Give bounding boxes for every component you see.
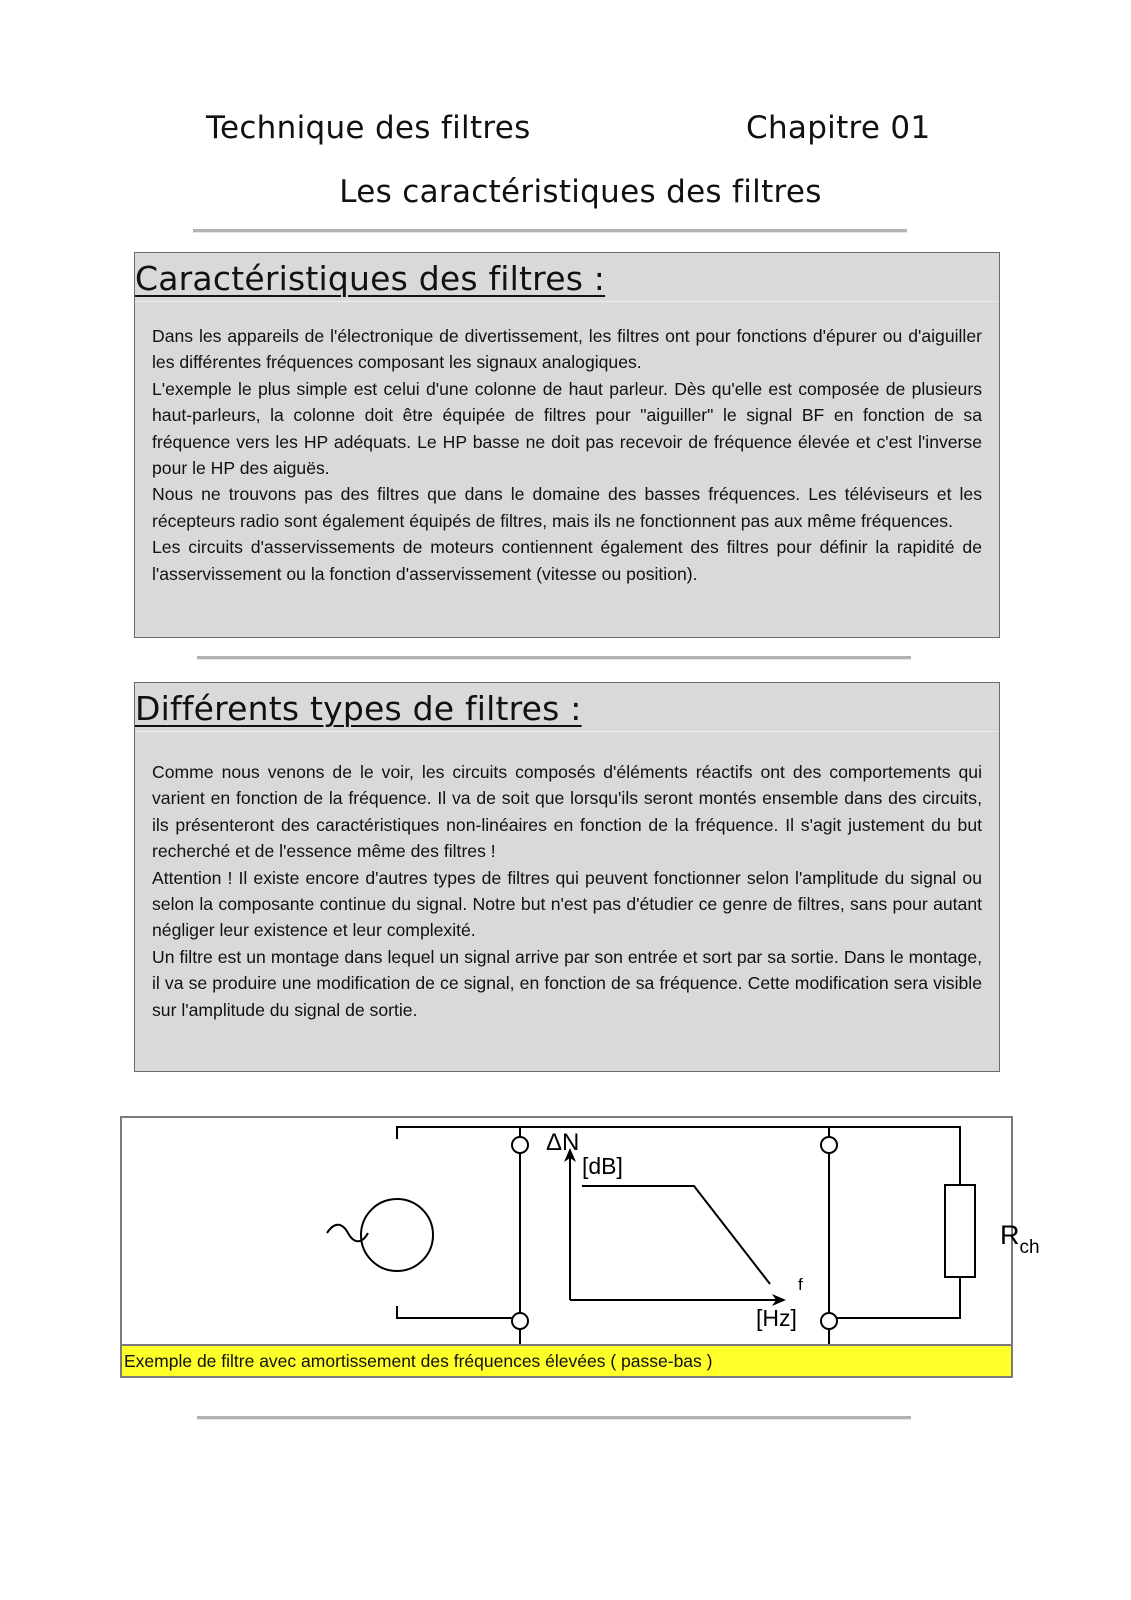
section-filter-types — [134, 682, 1000, 1072]
y-axis-unit: [dB] — [582, 1153, 623, 1179]
paragraph: Attention ! Il existe encore d'autres types de filtres qui peuvent fonctionner selon l'amplitude du signal ou selon la composante continue du signal. Notre but n'est pas d'étudier ce genre de filtres, sans pour autant négliger leur existence et leur complexité. — [152, 867, 982, 941]
frequency-response-curve — [582, 1186, 770, 1284]
x-axis-unit: [Hz] — [756, 1305, 797, 1331]
input-wire-top — [397, 1127, 520, 1139]
y-axis-symbol: ΔN — [546, 1129, 580, 1156]
load-label-main: R — [1000, 1220, 1020, 1250]
section-characteristics-body — [152, 323, 982, 587]
output-terminal-bottom — [821, 1313, 837, 1329]
output-wire-bottom — [829, 1277, 960, 1318]
x-axis-symbol: f — [798, 1275, 803, 1294]
section-filter-types-title: Différents types de filtres : — [135, 689, 582, 728]
section-characteristics-title: Caractéristiques des filtres : — [135, 259, 606, 298]
filter-figure — [120, 1116, 1040, 1378]
low-pass-filter-diagram — [122, 1118, 1040, 1346]
header-subject: Technique des filtres — [206, 110, 531, 146]
section-characteristics — [134, 252, 1000, 638]
output-wire-top — [829, 1127, 960, 1185]
input-terminal-bottom — [512, 1313, 528, 1329]
paragraph: Dans les appareils de l'électronique de divertissement, les filtres ont pour fonctions d'épurer ou d'aiguiller les différentes fréquences composant les signaux analogiques. — [152, 326, 982, 373]
header-chapter: Chapitre 01 — [746, 110, 931, 146]
paragraph: Nous ne trouvons pas des filtres que dans le domaine des basses fréquences. Les téléviseurs et les récepteurs radio sont également équipés de filtres, mais ils ne fonctionnent pas aux même fréquences. — [152, 484, 982, 531]
figure-caption: Exemple de filtre avec amortissement des fréquences élevées ( passe-bas ) — [122, 1344, 1011, 1376]
section-divider — [197, 656, 911, 659]
section-filter-types-body — [152, 759, 982, 1023]
load-label-subscript: ch — [1019, 1237, 1040, 1258]
ac-source-icon — [361, 1199, 433, 1271]
header-divider — [193, 229, 907, 232]
paragraph: Comme nous venons de le voir, les circuits composés d'éléments réactifs ont des comportements qui varient en fonction de la fréquence. Il va de soit que lorsqu'ils seront montés ensemble dans des circuits, ils présenteront des caractéristiques non-linéaires en fonction de la fréquence. Il s'agit justement du but recherché et de l'essence même des filtres ! — [152, 762, 982, 862]
output-terminal-top — [821, 1137, 837, 1153]
title-separator — [135, 731, 999, 732]
load-label — [1000, 1220, 1040, 1258]
paragraph: Un filtre est un montage dans lequel un signal arrive par son entrée et sort par sa sortie. Dans le montage, il va se produire une modification de ce signal, en fonction de sa fréquence. Cette modification sera visible sur l'amplitude du signal de sortie. — [152, 946, 982, 1020]
title-separator — [135, 301, 999, 302]
page-subtitle: Les caractéristiques des filtres — [339, 174, 822, 210]
paragraph: Les circuits d'asservissements de moteurs contiennent également des filtres pour définir la rapidité de l'asservissement ou la fonction d'asservissement (vitesse ou position). — [152, 537, 982, 584]
load-resistor-icon — [945, 1185, 975, 1277]
input-terminal-top — [512, 1137, 528, 1153]
input-wire-bottom — [397, 1306, 520, 1318]
footer-divider — [197, 1416, 911, 1419]
paragraph: L'exemple le plus simple est celui d'une colonne de haut parleur. Dès qu'elle est composée de plusieurs haut-parleurs, la colonne doit être équipée de filtres pour "aiguiller" le signal BF en fonction de sa fréquence vers les HP adéquats. Le HP basse ne doit pas recevoir de fréquence élevée et c'est l'inverse pour le HP des aiguës. — [152, 378, 982, 479]
